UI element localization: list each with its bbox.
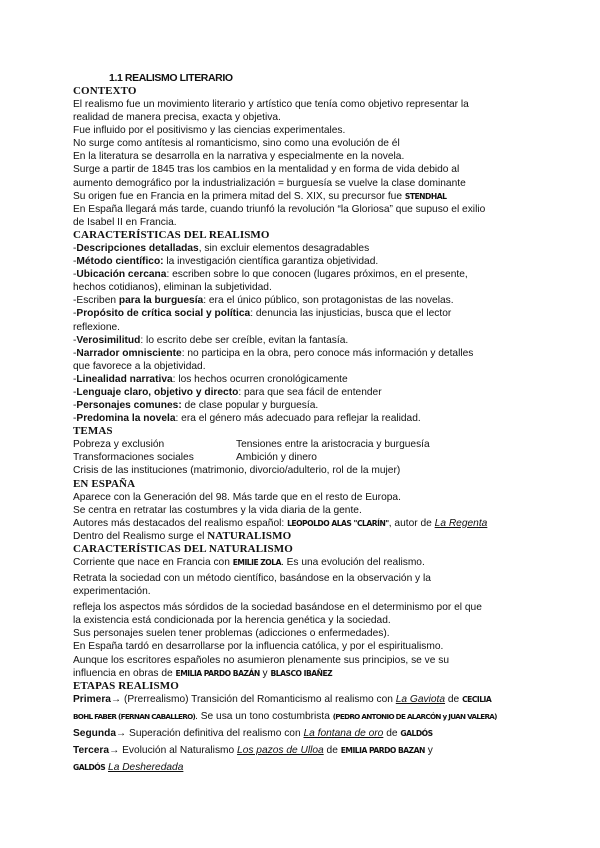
naturalismo-line: Retrata la sociedad con un método científico, basándose en la observación y la xyxy=(73,573,431,584)
espana-authors-mid: , autor de xyxy=(388,517,432,529)
naturalismo-text: . Es una evolución del realismo. xyxy=(280,556,425,568)
etapa-text: de xyxy=(447,693,460,705)
contexto-spain-line: de Isabel II en Francia. xyxy=(73,216,177,228)
caracteristica-item xyxy=(73,399,543,412)
caracteristica-description: : era el único público, son protagonistas de las novelas. xyxy=(203,295,454,307)
naturalismo-line: Sus personajes suelen tener problemas (adicciones o enfermedades). xyxy=(73,628,390,640)
caracteristica-item xyxy=(73,386,543,399)
contexto-line: El realismo fue un movimiento literario y artístico que tenía como objetivo representar la xyxy=(73,99,469,110)
caracteristica-item xyxy=(73,255,543,268)
caracteristica-term: Narrador omnisciente xyxy=(76,347,182,359)
heading-contexto: CONTEXTO xyxy=(73,85,137,97)
espana-naturalismo-text: Dentro del Realismo surge el xyxy=(73,530,205,542)
caracteristica-item xyxy=(73,294,543,307)
naturalismo-line: la existencia está condicionada por la herencia genética y la sociedad. xyxy=(73,615,391,627)
conjunction: y xyxy=(427,745,433,757)
caracteristica-term: para la burguesía xyxy=(118,295,204,307)
caracteristica-prefix: - xyxy=(73,373,77,385)
pardo-bazan-name: EMILIA PARDO BAZÁN xyxy=(175,668,260,678)
caracteristica-description: reflexione. xyxy=(73,321,121,333)
caracteristica-item xyxy=(73,334,543,347)
pazos-de-ulloa-title: Los pazos de Ulloa xyxy=(237,745,324,757)
caracteristica-prefix: - xyxy=(73,308,77,320)
etapa-segunda xyxy=(73,727,543,740)
espana-line: Se centra en retratar las costumbres y la vida diaria de la gente. xyxy=(73,504,362,516)
heading-temas: TEMAS xyxy=(73,425,113,438)
caracteristica-term: Verosimilitud xyxy=(76,334,141,346)
heading-en-espana: EN ESPAÑA xyxy=(73,477,136,490)
caracteristica-description: : no participa en la obra, pero conoce más información y detalles xyxy=(181,347,474,359)
zola-name: EMILIE ZOLA xyxy=(232,557,281,567)
caracteristica-prefix: -Escriben xyxy=(73,295,119,307)
clarin-name: LEOPOLDO ALAS "CLARÍN" xyxy=(287,518,389,528)
origin-text: Su origen fue en Francia en la primera mitad del S. XIX, su precursor fue xyxy=(73,190,402,202)
tema-item: Pobreza y exclusión xyxy=(73,439,165,451)
caracteristica-description: la investigación científica garantiza objetividad. xyxy=(163,256,379,268)
espana-naturalismo-line xyxy=(73,530,543,543)
caracteristica-description: : escriben sobre lo que conocen (lugares próximos, en el presente, xyxy=(166,269,468,281)
heading-caracteristicas-realismo: CARACTERÍSTICAS DEL REALISMO xyxy=(73,228,270,241)
caracteristicas-list xyxy=(73,242,543,425)
caracteristica-description: de clase popular y burguesía. xyxy=(181,400,319,412)
document-title: 1.1 REALISMO LITERARIO xyxy=(109,72,233,84)
la-desheredada-title: La Desheredada xyxy=(108,762,184,774)
stendhal-name: STENDHAL xyxy=(404,191,447,201)
caracteristica-prefix: - xyxy=(73,256,77,268)
caracteristica-prefix: - xyxy=(73,269,77,281)
contexto-line: Fue influido por el positivismo y las ciencias experimentales. xyxy=(73,125,346,137)
caracteristica-description: que favorece a la objetividad. xyxy=(73,360,206,372)
caracteristica-term: Lenguaje claro, objetivo y directo xyxy=(76,386,239,398)
naturalismo-line: En España tardó en desarrollarse por la influencia católica, y por el espiritualismo. xyxy=(73,641,444,653)
caracteristica-prefix: - xyxy=(73,347,77,359)
caracteristica-item xyxy=(73,307,543,320)
caracteristica-item xyxy=(73,360,543,373)
caracteristica-item xyxy=(73,242,543,255)
caracteristica-description: , sin excluir elementos desagradables xyxy=(198,242,370,254)
caracteristica-term: Descripciones detalladas xyxy=(76,242,199,254)
bohl-faber-name: BOHL FABER (FERNAN CABALLERO) xyxy=(73,711,196,721)
pardo-bazan-name: EMILIA PARDO BAZAN xyxy=(340,746,425,756)
caracteristica-item xyxy=(73,321,543,334)
contexto-line: No surge como antítesis al romanticismo, sino como una evolución de él xyxy=(73,138,400,150)
caracteristica-description: : para que sea fácil de entender xyxy=(238,386,382,398)
caracteristica-item xyxy=(73,373,543,386)
naturalismo-line: experimentación. xyxy=(73,586,151,598)
caracteristica-prefix: - xyxy=(73,242,77,254)
espana-line: Aparece con la Generación del 98. Más tarde que en el resto de Europa. xyxy=(73,491,401,503)
etapa-text: . Se usa un tono costumbrista xyxy=(195,710,330,722)
tema-item: Crisis de las instituciones (matrimonio, divorcio/adulterio, rol de la mujer) xyxy=(73,465,401,477)
etapa-label: Tercera xyxy=(73,745,110,757)
etapa-text: de xyxy=(326,745,338,757)
tema-item: Tensiones entre la aristocracia y burguesía xyxy=(236,439,430,451)
caracteristica-term: Personajes comunes: xyxy=(76,400,182,412)
caracteristica-item xyxy=(73,268,543,281)
caracteristica-prefix: - xyxy=(73,413,77,425)
caracteristica-item xyxy=(73,347,543,360)
naturalismo-text: influencia en obras de xyxy=(73,667,173,679)
cecilia-name: CECILIA xyxy=(462,694,492,704)
caracteristica-item xyxy=(73,412,543,425)
etapa-text: de xyxy=(386,727,398,739)
contexto-spain-line: En España llegará más tarde, cuando triunfó la revolución “la Gloriosa” que supuso el exilio xyxy=(73,203,486,215)
caracteristica-prefix: - xyxy=(73,386,77,398)
galdos-name: GALDÓS xyxy=(73,763,106,773)
etapa-tercera xyxy=(73,744,543,757)
etapa-primera-cont xyxy=(73,710,543,723)
etapa-text: → (Prerrealismo) Transición del Romanticismo al realismo con xyxy=(110,693,393,705)
temas-row xyxy=(73,438,543,451)
naturalismo-text: Corriente que nace en Francia con xyxy=(73,556,230,568)
heading-caracteristicas-naturalismo: CARACTERÍSTICAS DEL NATURALISMO xyxy=(73,542,293,555)
blasco-ibanez-name: BLASCO IBAÑEZ xyxy=(270,668,333,678)
la-gaviota-title: La Gaviota xyxy=(395,693,446,705)
tema-item: Ambición y dinero xyxy=(236,452,317,464)
caracteristica-prefix: - xyxy=(73,400,77,412)
caracteristica-description: : era el género más adecuado para reflejar la realidad. xyxy=(175,413,421,425)
etapa-text: → Evolución al Naturalismo xyxy=(109,745,235,757)
naturalismo-line: Aunque los escritores españoles no asumieron plenamente sus principios, se ve su xyxy=(73,654,450,666)
etapa-primera xyxy=(73,693,543,706)
la-regenta-title: La Regenta xyxy=(434,517,488,529)
alarcon-valera-names: (PEDRO ANTONIO DE ALARCÓN y JUAN VALERA) xyxy=(332,711,497,721)
etapa-label: Primera xyxy=(73,693,111,705)
naturalismo-influence-line xyxy=(73,667,543,680)
caracteristica-term: Método científico: xyxy=(76,256,164,268)
document-content xyxy=(73,72,543,774)
caracteristica-item xyxy=(73,281,543,294)
caracteristica-description: : los hechos ocurren cronológicamente xyxy=(172,373,348,385)
contexto-origin xyxy=(73,190,543,203)
heading-etapas: ETAPAS REALISMO xyxy=(73,679,179,692)
naturalismo-word: NATURALISMO xyxy=(207,529,292,542)
contexto-line: Surge a partir de 1845 tras los cambios en la mentalidad y en forma de vida debido al xyxy=(73,164,460,176)
naturalismo-line: refleja los aspectos más sórdidos de la sociedad basándose en el determinismo por el que xyxy=(73,602,482,614)
temas-row xyxy=(73,451,543,464)
conjunction: y xyxy=(262,667,268,679)
caracteristica-prefix: - xyxy=(73,334,77,346)
espana-authors-text: Autores más destacados del realismo español: xyxy=(73,517,285,529)
caracteristica-term: Predomina la novela xyxy=(76,413,176,425)
contexto-line: En la literatura se desarrolla en la narrativa y especialmente en la novela. xyxy=(73,151,405,163)
caracteristica-description: hechos cotidianos), eliminan la subjetividad. xyxy=(73,282,272,294)
caracteristica-term: Linealidad narrativa xyxy=(76,373,173,385)
etapa-text: → Superación definitiva del realismo con xyxy=(116,727,301,739)
tema-item: Transformaciones sociales xyxy=(73,452,194,464)
caracteristica-term: Ubicación cercana xyxy=(76,269,167,281)
fontana-de-oro-title: La fontana de oro xyxy=(303,727,384,739)
etapa-label: Segunda xyxy=(73,727,117,739)
caracteristica-description: : denuncia las injusticias, busca que el lector xyxy=(250,308,452,320)
galdos-name: GALDÓS xyxy=(400,728,433,738)
espana-authors-line xyxy=(73,517,543,530)
contexto-line: aumento demográfico por la industrialización = burguesía se vuelve la clase dominante xyxy=(73,177,466,189)
caracteristica-term: Propósito de crítica social y política xyxy=(76,308,251,320)
naturalismo-line xyxy=(73,556,543,569)
caracteristica-description: : lo escrito debe ser creíble, evitan la fantasía. xyxy=(140,334,349,346)
etapa-tercera-cont xyxy=(73,761,543,774)
contexto-line: realidad de manera precisa, exacta y objetiva. xyxy=(73,112,281,124)
